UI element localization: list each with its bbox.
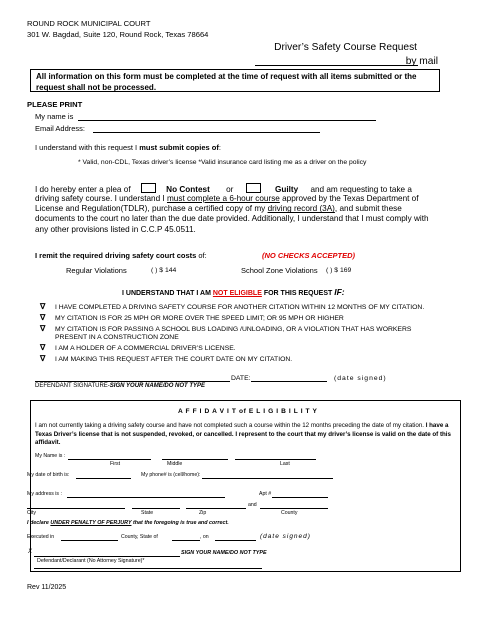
regular-violations-amount[interactable]: ( ) $ 144 bbox=[151, 267, 177, 274]
triangle-bullet-icon: ∇ bbox=[40, 343, 46, 352]
regular-violations-label: Regular Violations bbox=[66, 266, 127, 275]
copies-end: : bbox=[218, 143, 221, 152]
no-contest-checkbox[interactable] bbox=[141, 183, 156, 193]
eligibility-head-a: I UNDERSTAND THAT I AM bbox=[122, 290, 213, 297]
plea-or: or bbox=[226, 185, 234, 194]
copies-items: * Valid, non-CDL, Texas driver’s license *Valid insurance card listing me as a driver on the policy bbox=[78, 159, 367, 166]
eligibility-head-b: FOR THIS REQUEST bbox=[261, 290, 335, 297]
plea-must-complete: must complete a 6-hour course bbox=[166, 194, 280, 203]
executed-date-field[interactable] bbox=[215, 540, 256, 541]
zip-field[interactable] bbox=[186, 508, 246, 509]
last-name-field[interactable] bbox=[235, 459, 316, 460]
declarant-sign-note: SIGN YOUR NAME/DO NOT TYPE bbox=[181, 550, 267, 556]
dob-label: My date of birth is: bbox=[27, 472, 70, 478]
affidavit-text-a: I am not currently taking a driving safety course and have not completed such a course within the 12 months preceding the date of my citation. bbox=[35, 422, 426, 429]
triangle-bullet-icon: ∇ bbox=[40, 324, 46, 333]
name-label: My name is bbox=[35, 112, 74, 121]
email-label: Email Address: bbox=[35, 124, 86, 133]
address-field[interactable] bbox=[67, 497, 225, 498]
plea-body bbox=[35, 194, 443, 235]
middle-caption: Middle bbox=[167, 461, 183, 467]
perjury-declaration bbox=[27, 520, 229, 526]
remit-line bbox=[35, 251, 207, 260]
executed-date-note: (date signed) bbox=[260, 533, 311, 540]
declarant-caption: Defendant/Declarant (No Attorney Signature)* bbox=[37, 558, 145, 564]
declarant-signature-field[interactable] bbox=[34, 556, 180, 557]
please-print-heading: PLEASE PRINT bbox=[27, 100, 83, 109]
date-field[interactable] bbox=[251, 381, 327, 382]
executed-state-label: County, State of bbox=[121, 534, 158, 540]
city-field[interactable] bbox=[27, 508, 125, 509]
revision-label: Rev 11/2025 bbox=[27, 584, 67, 591]
plea-intro: I do hereby enter a plea of bbox=[35, 185, 131, 194]
remit-label: I remit the required driving safety court costs bbox=[35, 251, 197, 260]
copies-bold: must submit copies of bbox=[139, 143, 219, 152]
perjury-underlined: UNDER PENALTY OF PERJURY bbox=[50, 520, 132, 526]
county-caption: County bbox=[281, 510, 298, 516]
county-field[interactable] bbox=[260, 508, 328, 509]
first-caption: First bbox=[110, 461, 121, 467]
city-caption: City bbox=[27, 510, 36, 516]
ineligible-item-text: MY CITATION IS FOR PASSING A SCHOOL BUS LOADING /UNLOADING, OR A VIOLATION THAT HAS WORKERS PRESENT IN A CONSTRUCTION ZONE bbox=[55, 326, 412, 341]
triangle-bullet-icon: ∇ bbox=[40, 354, 46, 363]
title-underline bbox=[255, 65, 418, 66]
date-signed-note: (date signed) bbox=[334, 375, 387, 382]
ineligible-item-text: I AM MAKING THIS REQUEST AFTER THE COURT DATE ON MY CITATION. bbox=[55, 356, 293, 363]
form-subtitle: by mail bbox=[405, 56, 438, 67]
last-caption: Last bbox=[280, 461, 290, 467]
no-checks-notice: (NO CHECKS ACCEPTED) bbox=[262, 251, 356, 260]
remit-suffix: of: bbox=[196, 251, 207, 260]
ineligible-item-text: I AM A HOLDER OF A COMMERCIAL DRIVER’S LICENSE. bbox=[55, 345, 236, 352]
ineligible-item-text: I HAVE COMPLETED A DRIVING SAFETY COURSE FOR ANOTHER CITATION WITHIN 12 MONTHS OF MY CITATION. bbox=[55, 304, 425, 311]
guilty-checkbox[interactable] bbox=[246, 183, 261, 193]
court-address: 301 W. Bagdad, Suite 120, Round Rock, Texas 78664 bbox=[27, 30, 209, 39]
email-field[interactable] bbox=[93, 132, 320, 133]
perjury-b: that the foregoing is true and correct. bbox=[131, 520, 229, 526]
ineligible-item-text: MY CITATION IS FOR 25 MPH OR MORE OVER THE SPEED LIMIT; OR 95 MPH OR HIGHER bbox=[55, 315, 344, 322]
phone-label: My phone# is (cell/home): bbox=[141, 472, 201, 478]
copies-lead: I understand with this request I bbox=[35, 143, 140, 152]
def-sig-label: DEFENDANT SIGNATURE- bbox=[35, 383, 110, 389]
eligibility-not-eligible: NOT ELIGIBLE bbox=[212, 290, 262, 297]
affidavit-title: A F F I D A V I T of E L I G I B I L I T Y bbox=[178, 408, 318, 415]
affidavit-name-label: My Name is : bbox=[35, 453, 66, 459]
defendant-signature-field[interactable] bbox=[35, 381, 230, 382]
plea-line bbox=[35, 183, 412, 194]
no-contest-label: No Contest bbox=[166, 185, 210, 194]
guilty-label: Guilty bbox=[274, 185, 299, 194]
plea-rest: and am requesting to take a bbox=[310, 185, 412, 194]
eligibility-if: IF: bbox=[334, 287, 345, 297]
executed-state-field[interactable] bbox=[172, 540, 200, 541]
triangle-bullet-icon: ∇ bbox=[40, 302, 46, 311]
notice-box bbox=[30, 69, 440, 92]
eligibility-heading bbox=[122, 287, 345, 297]
phone-field[interactable] bbox=[202, 478, 333, 479]
school-zone-label: School Zone Violations bbox=[241, 266, 318, 275]
triangle-bullet-icon: ∇ bbox=[40, 313, 46, 322]
plea-body-a: driving safety course. I understand I bbox=[35, 194, 167, 203]
and-text: and bbox=[248, 502, 257, 508]
copies-statement bbox=[35, 143, 221, 152]
plea-driving-record: driving record (3A) bbox=[267, 204, 335, 214]
apt-label: Apt # bbox=[259, 491, 272, 497]
court-name: ROUND ROCK MUNICIPAL COURT bbox=[27, 19, 151, 28]
middle-name-field[interactable] bbox=[162, 459, 228, 460]
school-zone-amount[interactable]: ( ) $ 169 bbox=[326, 267, 352, 274]
defendant-signature-caption bbox=[35, 383, 205, 389]
dob-field[interactable] bbox=[76, 478, 131, 479]
form-title: Driver’s Safety Course Request bbox=[274, 42, 417, 53]
state-field[interactable] bbox=[132, 508, 180, 509]
date-label: DATE: bbox=[231, 375, 251, 382]
first-name-field[interactable] bbox=[68, 459, 151, 460]
notice-text: All information on this form must be completed at the time of request with all items submitted or the request shall not be processed. bbox=[36, 72, 417, 92]
executed-on-label: , on bbox=[200, 534, 209, 540]
plea-body-b: approved by the Texas Department of License and Regulation(TDLR), purchase a certified copy of my bbox=[35, 194, 419, 214]
plea-body-c: , and submit these documents to the court no later than the due date provided. Additionally, I understand that I must comply with any other provisions listed in C.C.P 45.0511. bbox=[35, 204, 429, 234]
x-mark: X bbox=[28, 549, 33, 555]
name-field[interactable] bbox=[78, 120, 376, 121]
declarant-caption-rule bbox=[34, 568, 262, 569]
affidavit-statement bbox=[35, 422, 455, 448]
apt-field[interactable] bbox=[272, 497, 328, 498]
affidavit-text-b: I have a Texas Driver’s license that is not suspended, revoked, or cancelled. I represent to the court that my driver’s license is valid on the date of this affidavit. bbox=[35, 422, 451, 446]
def-sig-note: SIGN YOUR NAME/DO NOT TYPE bbox=[109, 383, 206, 389]
address-label: My address is : bbox=[27, 491, 62, 497]
executed-in-label: Executed in bbox=[27, 534, 55, 540]
zip-caption: Zip bbox=[199, 510, 207, 516]
executed-county-field[interactable] bbox=[61, 540, 118, 541]
state-caption: State bbox=[141, 510, 154, 516]
perjury-a: I declare bbox=[27, 520, 51, 526]
